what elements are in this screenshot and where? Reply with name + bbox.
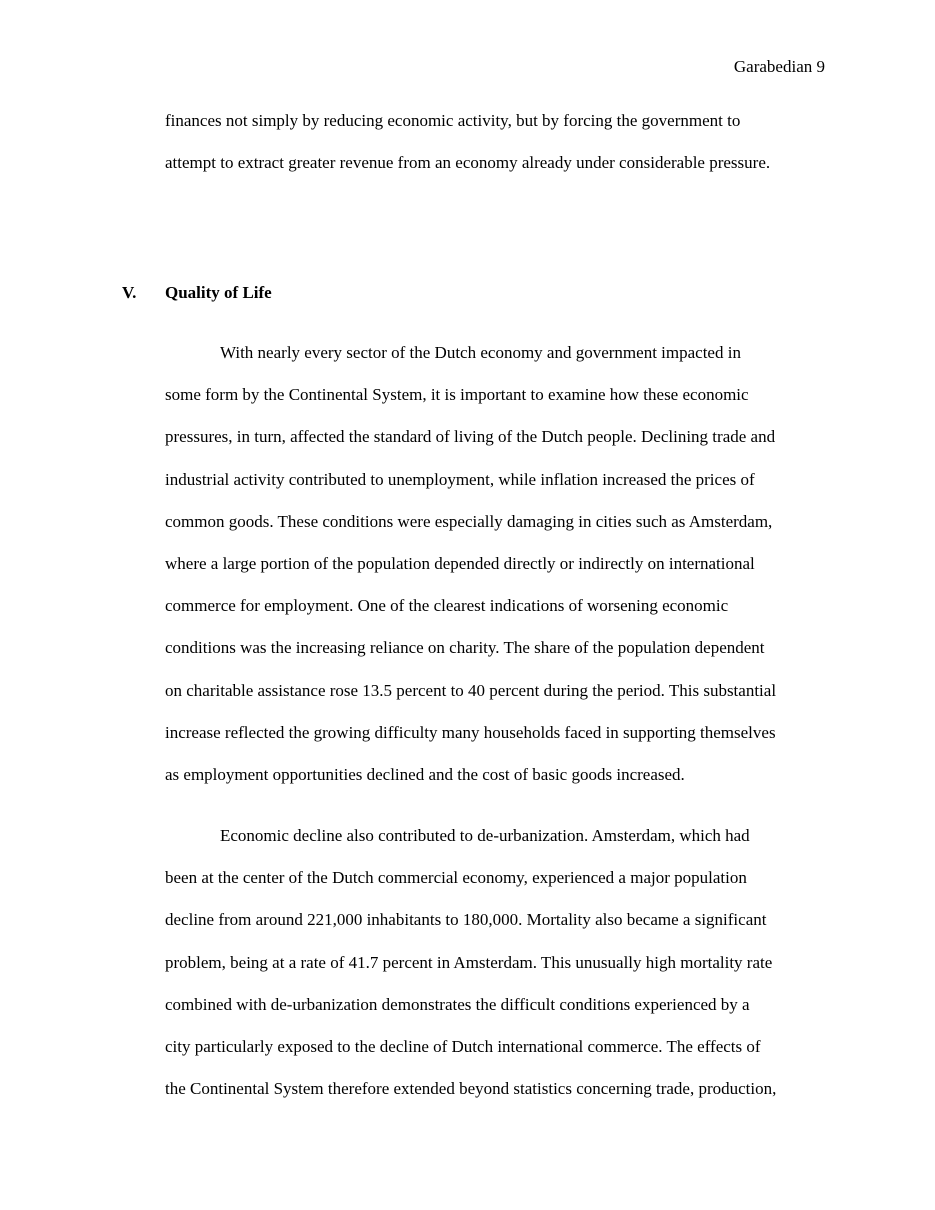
text-line: on charitable assistance rose 13.5 percent to 40 percent during the period. This substantial bbox=[165, 680, 777, 700]
section-numeral: V. bbox=[122, 283, 137, 302]
text-line: With nearly every sector of the Dutch economy and government impacted in bbox=[220, 343, 741, 362]
text-line: some form by the Continental System, it is important to examine how these economic bbox=[165, 385, 749, 405]
section-heading bbox=[122, 272, 272, 314]
text-line: conditions was the increasing reliance on charity. The share of the population dependent bbox=[165, 638, 765, 658]
section-title: Quality of Life bbox=[165, 283, 272, 302]
text-line: as employment opportunities declined and the cost of basic goods increased. bbox=[165, 765, 685, 785]
text-line: city particularly exposed to the decline of Dutch international commerce. The effects of bbox=[165, 1037, 761, 1057]
paragraph-de-urbanization bbox=[165, 815, 830, 1110]
text-line: problem, being at a rate of 41.7 percent in Amsterdam. This unusually high mortality rate bbox=[165, 952, 773, 972]
text-line: finances not simply by reducing economic activity, but by forcing the government to bbox=[165, 111, 741, 130]
text-line: attempt to extract greater revenue from an economy already under considerable pressure. bbox=[165, 153, 771, 173]
text-line: common goods. These conditions were especially damaging in cities such as Amsterdam, bbox=[165, 511, 773, 531]
text-line: Economic decline also contributed to de-urbanization. Amsterdam, which had bbox=[220, 826, 750, 845]
continued-paragraph bbox=[165, 100, 830, 184]
text-line: commerce for employment. One of the clearest indications of worsening economic bbox=[165, 596, 729, 616]
text-line: where a large portion of the population depended directly or indirectly on international bbox=[165, 554, 755, 574]
paragraph-quality-of-life bbox=[165, 332, 830, 796]
running-head: Garabedian 9 bbox=[733, 57, 825, 76]
text-line: combined with de-urbanization demonstrates the difficult conditions experienced by a bbox=[165, 994, 750, 1014]
text-line: the Continental System therefore extended beyond statistics concerning trade, production, bbox=[165, 1079, 777, 1099]
text-line: pressures, in turn, affected the standard of living of the Dutch people. Declining trade and bbox=[165, 427, 776, 447]
text-line: decline from around 221,000 inhabitants to 180,000. Mortality also became a significant bbox=[165, 910, 767, 930]
text-line: been at the center of the Dutch commercial economy, experienced a major population bbox=[165, 868, 747, 888]
text-line: increase reflected the growing difficulty many households faced in supporting themselves bbox=[165, 722, 776, 742]
text-line: industrial activity contributed to unemployment, while inflation increased the prices of bbox=[165, 469, 755, 489]
